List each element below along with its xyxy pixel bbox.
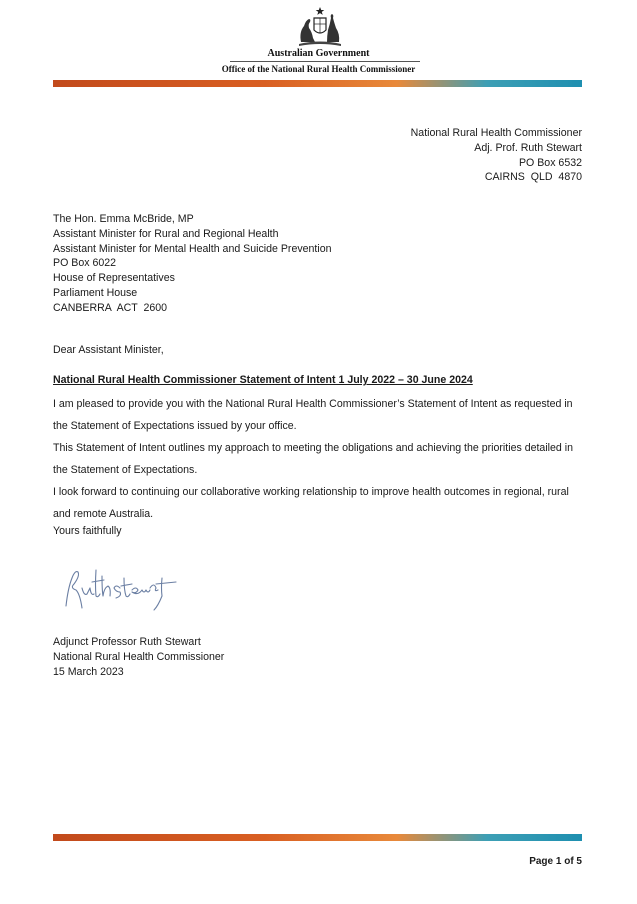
signoff-block bbox=[53, 635, 224, 679]
salutation: Dear Assistant Minister, bbox=[53, 344, 164, 356]
recipient-line: House of Representatives bbox=[53, 272, 175, 285]
subject-line: National Rural Health Commissioner Statement of Intent 1 July 2022 – 30 June 2024 bbox=[53, 374, 473, 386]
sender-line: PO Box 6532 bbox=[518, 156, 582, 169]
letter-body bbox=[53, 393, 584, 525]
sender-address bbox=[411, 126, 582, 185]
government-name: Australian Government bbox=[267, 48, 370, 59]
recipient-line: Assistant Minister for Rural and Regional Health bbox=[53, 227, 279, 240]
sender-line: National Rural Health Commissioner bbox=[410, 127, 582, 139]
coat-of-arms-icon bbox=[293, 6, 347, 50]
recipient-line: The Hon. Emma McBride, MP bbox=[53, 213, 194, 225]
recipient-address bbox=[53, 212, 332, 316]
recipient-line: PO Box 6022 bbox=[53, 257, 117, 270]
recipient-line: Parliament House bbox=[53, 286, 138, 299]
letter-date: 15 March 2023 bbox=[53, 665, 124, 678]
office-name: Office of the National Rural Health Commissioner bbox=[221, 64, 416, 74]
closing: Yours faithfully bbox=[53, 525, 122, 537]
signatory-name: Adjunct Professor Ruth Stewart bbox=[53, 636, 201, 648]
recipient-line: CANBERRA ACT 2600 bbox=[53, 301, 168, 314]
signature-image bbox=[58, 548, 188, 618]
sender-line: CAIRNS QLD 4870 bbox=[484, 171, 582, 184]
body-paragraph: I look forward to continuing our collaborative working relationship to improve health outcomes in regional, rural and remote Australia. bbox=[53, 486, 569, 520]
body-paragraph: I am pleased to provide you with the National Rural Health Commissioner’s Statement of Intent as requested in the Statement of Expectations issued by your office. bbox=[53, 398, 573, 432]
header-divider bbox=[230, 61, 420, 62]
page-number: Page 1 of 5 bbox=[529, 856, 582, 867]
signatory-title: National Rural Health Commissioner bbox=[53, 650, 225, 663]
footer-color-band bbox=[53, 834, 582, 841]
body-paragraph: This Statement of Intent outlines my approach to meeting the obligations and achieving the priorities detailed in the Statement of Expectations. bbox=[53, 442, 573, 476]
header-color-band bbox=[53, 80, 582, 87]
sender-line: Adj. Prof. Ruth Stewart bbox=[474, 141, 582, 154]
recipient-line: Assistant Minister for Mental Health and Suicide Prevention bbox=[53, 242, 332, 255]
